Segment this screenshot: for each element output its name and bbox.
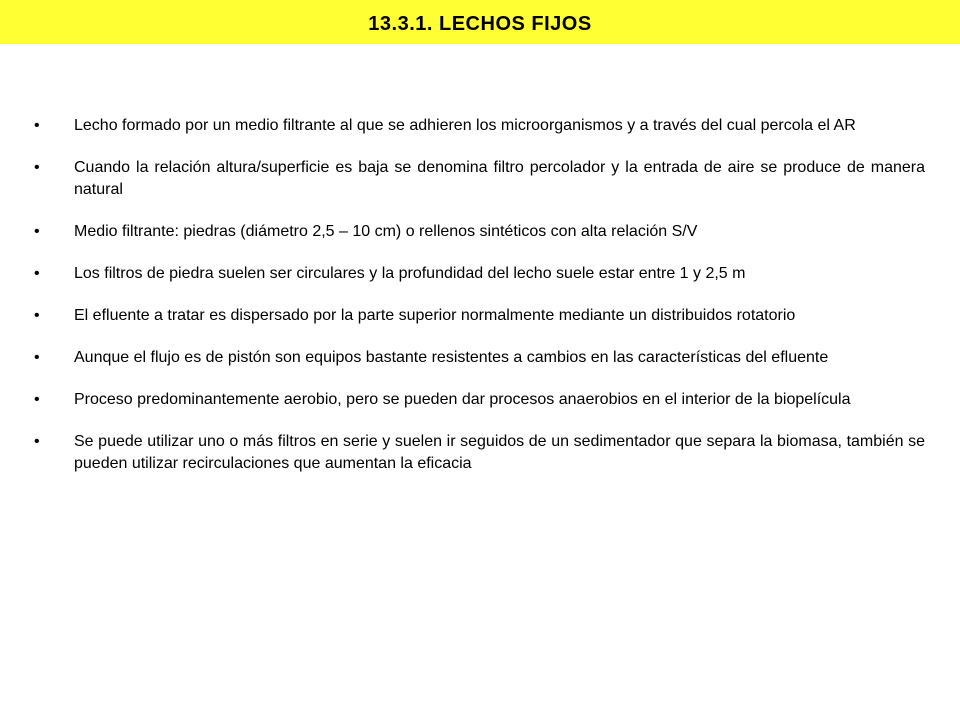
bullet-icon: • xyxy=(34,265,40,282)
bullet-icon: • xyxy=(34,159,40,176)
bullet-text: Los filtros de piedra suelen ser circulares y la profundidad del lecho suele estar entre 1 y 2,5 m xyxy=(74,265,746,282)
bullet-text: El efluente a tratar es dispersado por la parte superior normalmente mediante un distribuidos rotatorio xyxy=(74,307,796,324)
bullet-icon: • xyxy=(34,391,40,408)
list-item xyxy=(34,431,925,475)
bullet-icon: • xyxy=(34,433,40,450)
bullet-list xyxy=(34,115,925,495)
bullet-icon: • xyxy=(34,349,40,366)
bullet-icon: • xyxy=(34,307,40,324)
bullet-text: Aunque el flujo es de pistón son equipos bastante resistentes a cambios en las características del efluente xyxy=(74,349,829,366)
list-item xyxy=(34,389,925,411)
bullet-text: Proceso predominantemente aerobio, pero se pueden dar procesos anaerobios en el interior de la biopelícula xyxy=(74,391,851,408)
bullet-text: Cuando la relación altura/superficie es baja se denomina filtro percolador y la entrada de aire se produce de manera natural xyxy=(74,159,925,198)
bullet-icon: • xyxy=(34,223,40,240)
list-item xyxy=(34,115,925,137)
slide-title: 13.3.1. LECHOS FIJOS xyxy=(368,12,592,35)
bullet-text: Se puede utilizar uno o más filtros en serie y suelen ir seguidos de un sedimentador que separa la biomasa, también se pueden utilizar recirculaciones que aumentan la eficacia xyxy=(74,433,925,472)
list-item xyxy=(34,347,925,369)
title-bar xyxy=(0,0,960,44)
bullet-text: Medio filtrante: piedras (diámetro 2,5 – 10 cm) o rellenos sintéticos con alta relación S/V xyxy=(74,223,698,240)
list-item xyxy=(34,221,925,243)
bullet-text: Lecho formado por un medio filtrante al que se adhieren los microorganismos y a través del cual percola el AR xyxy=(74,117,856,134)
list-item xyxy=(34,157,925,201)
list-item xyxy=(34,305,925,327)
bullet-icon: • xyxy=(34,117,40,134)
list-item xyxy=(34,263,925,285)
